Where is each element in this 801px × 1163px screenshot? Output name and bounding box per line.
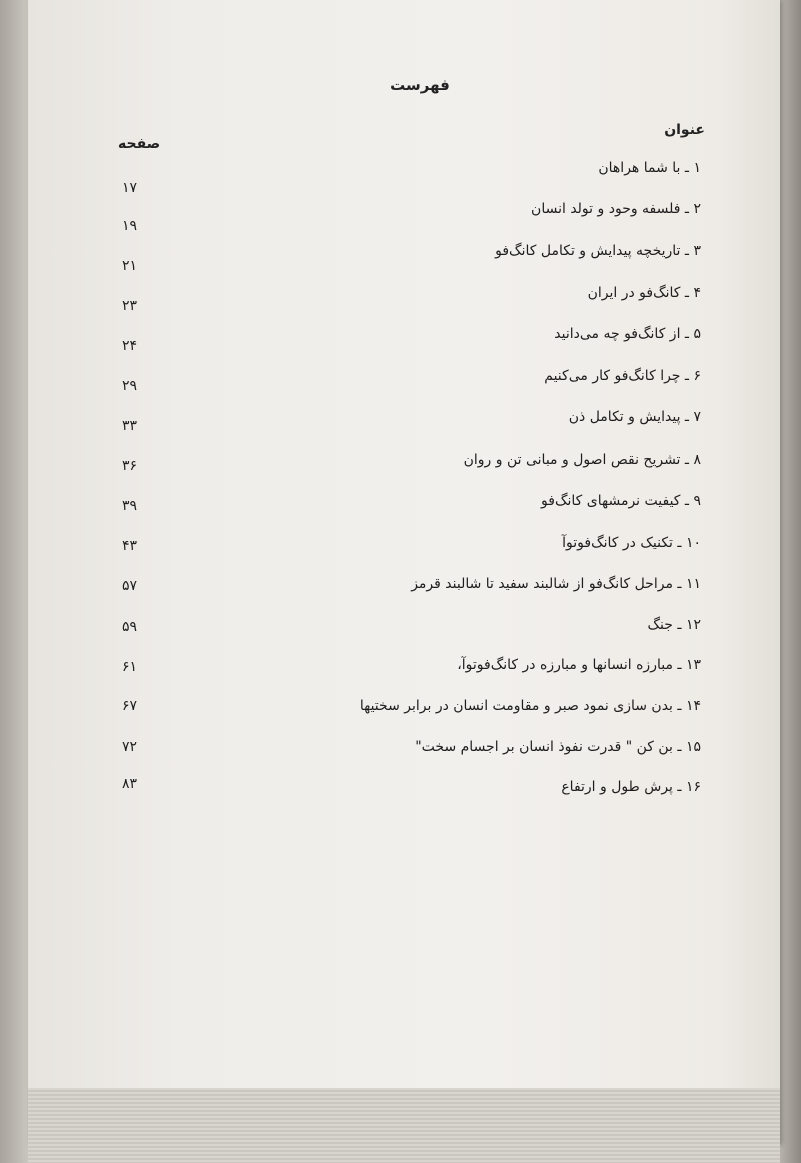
toc-entry-title: ۱۲ ـ جنگ bbox=[647, 617, 701, 633]
toc-entry-title: ۱۶ ـ پرش طول و ارتفاع bbox=[561, 779, 701, 795]
toc-entry-title: ۹ ـ کیفیت نرمشهای کانگ‌فو bbox=[541, 493, 701, 509]
toc-entry-page: ۸۳ bbox=[122, 776, 138, 792]
toc-entry-title: ۱۴ ـ بدن سازی نمود صبر و مقاومت انسان در برابر سختیها bbox=[359, 698, 701, 714]
toc-entry-title: ۶ ـ چرا کانگ‌فو کار می‌کنیم bbox=[544, 368, 701, 384]
toc-entry-page: ۳۹ bbox=[122, 498, 138, 514]
right-background bbox=[780, 0, 801, 1163]
toc-entry-page: ۷۲ bbox=[122, 739, 138, 755]
toc-entry-page: ۵۷ bbox=[122, 578, 138, 594]
toc-entry-page: ۱۷ bbox=[122, 180, 138, 196]
toc-entry-page: ۲۱ bbox=[122, 258, 138, 274]
toc-entry-page: ۶۷ bbox=[122, 698, 138, 714]
toc-entry-title: ۱۰ ـ تکنیک در کانگ‌فوتوآ bbox=[562, 535, 701, 551]
toc-entry-title: ۱۱ ـ مراحل کانگ‌فو از شالبند سفید تا شالبند قرمز bbox=[411, 576, 701, 592]
toc-entry-page: ۲۳ bbox=[122, 298, 138, 314]
toc-entry-title: ۱ ـ با شما هراهان bbox=[598, 160, 701, 176]
toc-entry-title: ۴ ـ کانگ‌فو در ایران bbox=[587, 285, 701, 301]
column-header-page: صفحه bbox=[118, 136, 161, 152]
toc-entry-title: ۵ ـ از کانگ‌فو چه می‌دانید bbox=[554, 326, 701, 342]
toc-entry-title: ۳ ـ تاریخچه پیدایش و تکامل کانگ‌فو bbox=[495, 243, 701, 259]
left-background bbox=[0, 0, 28, 1163]
toc-entry-page: ۳۳ bbox=[122, 418, 138, 434]
toc-entry-title: ۷ ـ پیدایش و تکامل ذن bbox=[568, 409, 701, 425]
page-title: فهرست bbox=[390, 76, 450, 94]
toc-entry-title: ۱۳ ـ مبارزه انسانها و مبارزه در کانگ‌فوتوآ، bbox=[457, 657, 701, 673]
page-stack-edge bbox=[28, 1088, 780, 1163]
toc-entry-page: ۳۶ bbox=[122, 458, 138, 474]
toc-entry-page: ۴۳ bbox=[122, 538, 138, 554]
toc-entry-title: ۸ ـ تشریح نقص اصول و مبانی تن و روان bbox=[463, 452, 701, 468]
toc-entry-title: ۱۵ ـ بن کن " قدرت نفوذ انسان بر اجسام سخت" bbox=[415, 739, 701, 755]
toc-entry-title: ۲ ـ فلسفه وحود و تولد انسان bbox=[531, 201, 701, 217]
toc-entry-page: ۲۹ bbox=[122, 378, 138, 394]
toc-entry-page: ۱۹ bbox=[122, 218, 138, 234]
toc-entry-page: ۶۱ bbox=[122, 659, 138, 675]
column-header-title: عنوان bbox=[664, 122, 705, 138]
toc-entry-page: ۵۹ bbox=[122, 619, 138, 635]
toc-entry-page: ۲۴ bbox=[122, 338, 138, 354]
